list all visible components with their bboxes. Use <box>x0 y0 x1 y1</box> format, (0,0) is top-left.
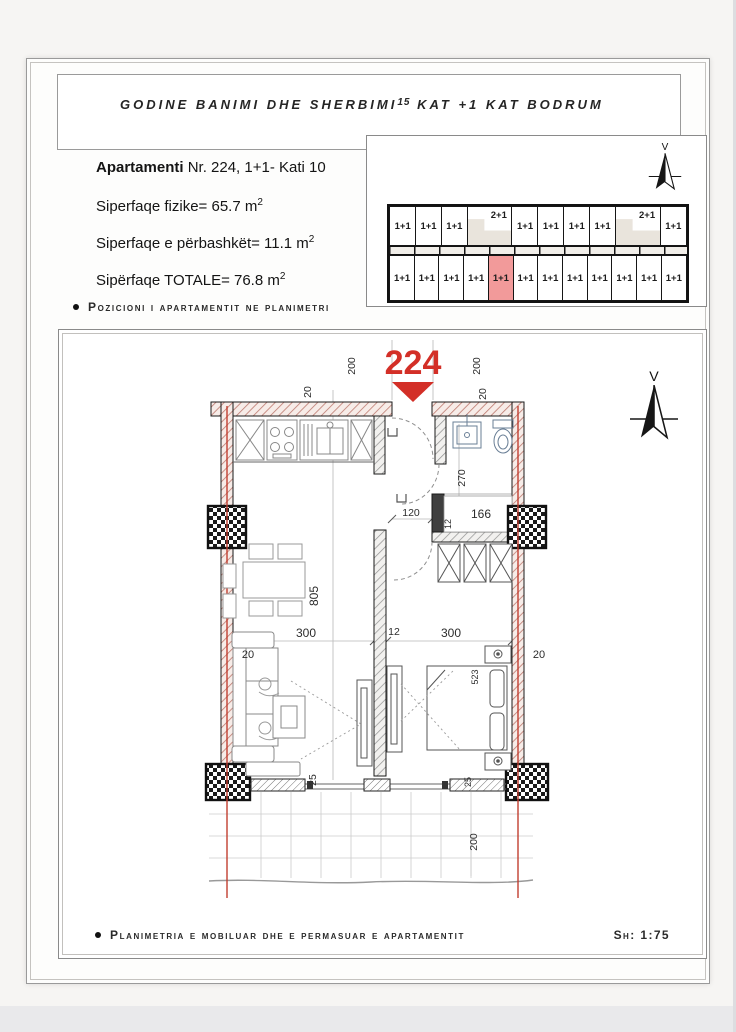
mini-unit <box>511 206 538 246</box>
bullet-icon <box>73 304 79 310</box>
mini-unit <box>463 255 489 301</box>
mini-unit <box>441 206 468 246</box>
mini-unit-label: 1+1 <box>616 272 633 284</box>
mini-unit-label: 1+1 <box>542 220 559 232</box>
dim-label: 12 <box>443 518 453 530</box>
plan-caption <box>95 928 465 942</box>
dim-label: 20 <box>477 388 489 400</box>
dim-label: 25 <box>463 776 473 788</box>
mini-top-row <box>389 206 687 246</box>
apartment-number: 224 <box>384 344 442 382</box>
dim-label: 200 <box>468 833 480 851</box>
mini-unit-label: 1+1 <box>420 220 437 232</box>
dim-label: 20 <box>302 386 314 398</box>
dim-label: 523 <box>470 669 480 685</box>
page-title <box>120 97 604 112</box>
north-arrow-icon <box>630 368 678 446</box>
mini-unit-label: 1+1 <box>566 272 584 284</box>
dim-label: 166 <box>470 507 492 521</box>
apartment-line <box>96 159 326 176</box>
building-position-box <box>366 135 707 307</box>
dim-label: 200 <box>471 357 483 375</box>
mini-unit-label: 1+1 <box>394 272 411 284</box>
mini-unit-label: 2+1 <box>639 210 656 221</box>
plan-footer <box>95 928 670 942</box>
balcony-edge <box>209 880 533 883</box>
mini-unit <box>414 255 440 301</box>
mini-unit <box>660 206 687 246</box>
mini-unit-label: 1+1 <box>568 220 585 232</box>
dim-label: 20 <box>241 649 255 661</box>
mini-unit <box>389 255 415 301</box>
mini-unit <box>589 206 616 246</box>
mini-unit-highlighted <box>488 255 514 301</box>
mini-unit-label: 1+1 <box>443 272 460 284</box>
coffee-table <box>273 696 305 738</box>
mini-unit-label: 1+1 <box>446 220 463 232</box>
mini-unit-label: 1+1 <box>492 272 509 284</box>
dim-label: 12 <box>388 626 400 638</box>
mini-unit-label: 1+1 <box>418 272 435 284</box>
mini-unit <box>467 206 513 246</box>
north-arrow-icon <box>648 140 682 196</box>
mini-unit <box>562 255 588 301</box>
dining-set <box>223 544 305 618</box>
bullet-icon <box>95 932 101 938</box>
mini-unit <box>389 206 416 246</box>
balcony-tiles <box>209 792 533 878</box>
door-stops <box>388 428 406 502</box>
scale-label: Sh: 1:75 <box>613 928 670 942</box>
title-superscript: 15 <box>397 97 411 108</box>
dim-label: 120 <box>402 507 420 519</box>
dim-label: 25 <box>307 774 319 786</box>
apartment-value: Nr. 224, 1+1- Kati 10 <box>183 159 326 176</box>
mini-unit <box>615 206 661 246</box>
mini-bottom-row <box>389 255 687 301</box>
mini-unit <box>611 255 637 301</box>
bathroom-fixtures <box>453 414 513 453</box>
mini-unit-label: 1+1 <box>517 272 534 284</box>
dim-label: 270 <box>456 469 468 487</box>
mini-unit <box>661 255 687 301</box>
mini-corridor <box>389 246 687 255</box>
bed <box>427 646 511 770</box>
title-rest: KAT +1 KAT BODRUM <box>410 97 604 112</box>
dim-label: 300 <box>295 626 317 640</box>
mini-unit-label: 1+1 <box>594 220 611 232</box>
mini-unit-label: 1+1 <box>641 272 658 284</box>
document-page <box>26 58 710 984</box>
apartment-label: Apartamenti <box>96 159 184 176</box>
mini-unit <box>438 255 464 301</box>
compass-label: V <box>661 142 669 154</box>
area-line-physical: Siperfaqe fizike= 65.7 $m^2$ <box>96 197 263 215</box>
mini-unit <box>513 255 539 301</box>
compass-label: V <box>649 368 659 385</box>
area-line-shared: Siperfaqe e përbashkët= 11.1 $m^2$ <box>96 234 315 252</box>
title-main: GODINE BANIMI DHE SHERBIMI <box>120 97 398 112</box>
entrance-arrow-icon <box>392 382 434 402</box>
dim-label: 300 <box>440 626 462 640</box>
apartment-floorplan <box>61 336 701 916</box>
wardrobe <box>438 544 512 582</box>
position-caption <box>73 300 330 314</box>
mini-unit-label: 1+1 <box>665 272 682 284</box>
scan-bottom-band <box>0 1006 736 1032</box>
mini-unit-label: 2+1 <box>490 210 507 221</box>
position-caption-text: Pozicioni i apartamentit ne planimetri <box>88 300 330 314</box>
mini-unit-label: 1+1 <box>591 272 608 284</box>
mini-unit-label: 1+1 <box>517 220 534 232</box>
floorplan-box <box>58 329 707 959</box>
building-diagram <box>387 204 689 303</box>
dim-label: 20 <box>532 649 546 661</box>
mini-unit-label: 1+1 <box>665 220 682 232</box>
dim-label: 200 <box>346 357 358 375</box>
mini-unit <box>537 255 563 301</box>
plan-caption-text: Planimetria e mobiluar dhe e permasuar e apartamentit <box>110 928 465 942</box>
dim-label: 805 <box>307 585 321 607</box>
kitchen-counter <box>233 420 374 462</box>
mini-unit <box>587 255 613 301</box>
mini-unit <box>636 255 662 301</box>
mini-unit <box>563 206 590 246</box>
mini-unit-label: 1+1 <box>468 272 485 284</box>
mini-unit-label: 1+1 <box>542 272 559 284</box>
mini-unit-label: 1+1 <box>394 220 411 232</box>
mini-unit <box>415 206 442 246</box>
area-line-total: Sipërfaqe TOTALE= 76.8 $m^2$ <box>96 271 286 289</box>
mini-unit <box>537 206 564 246</box>
